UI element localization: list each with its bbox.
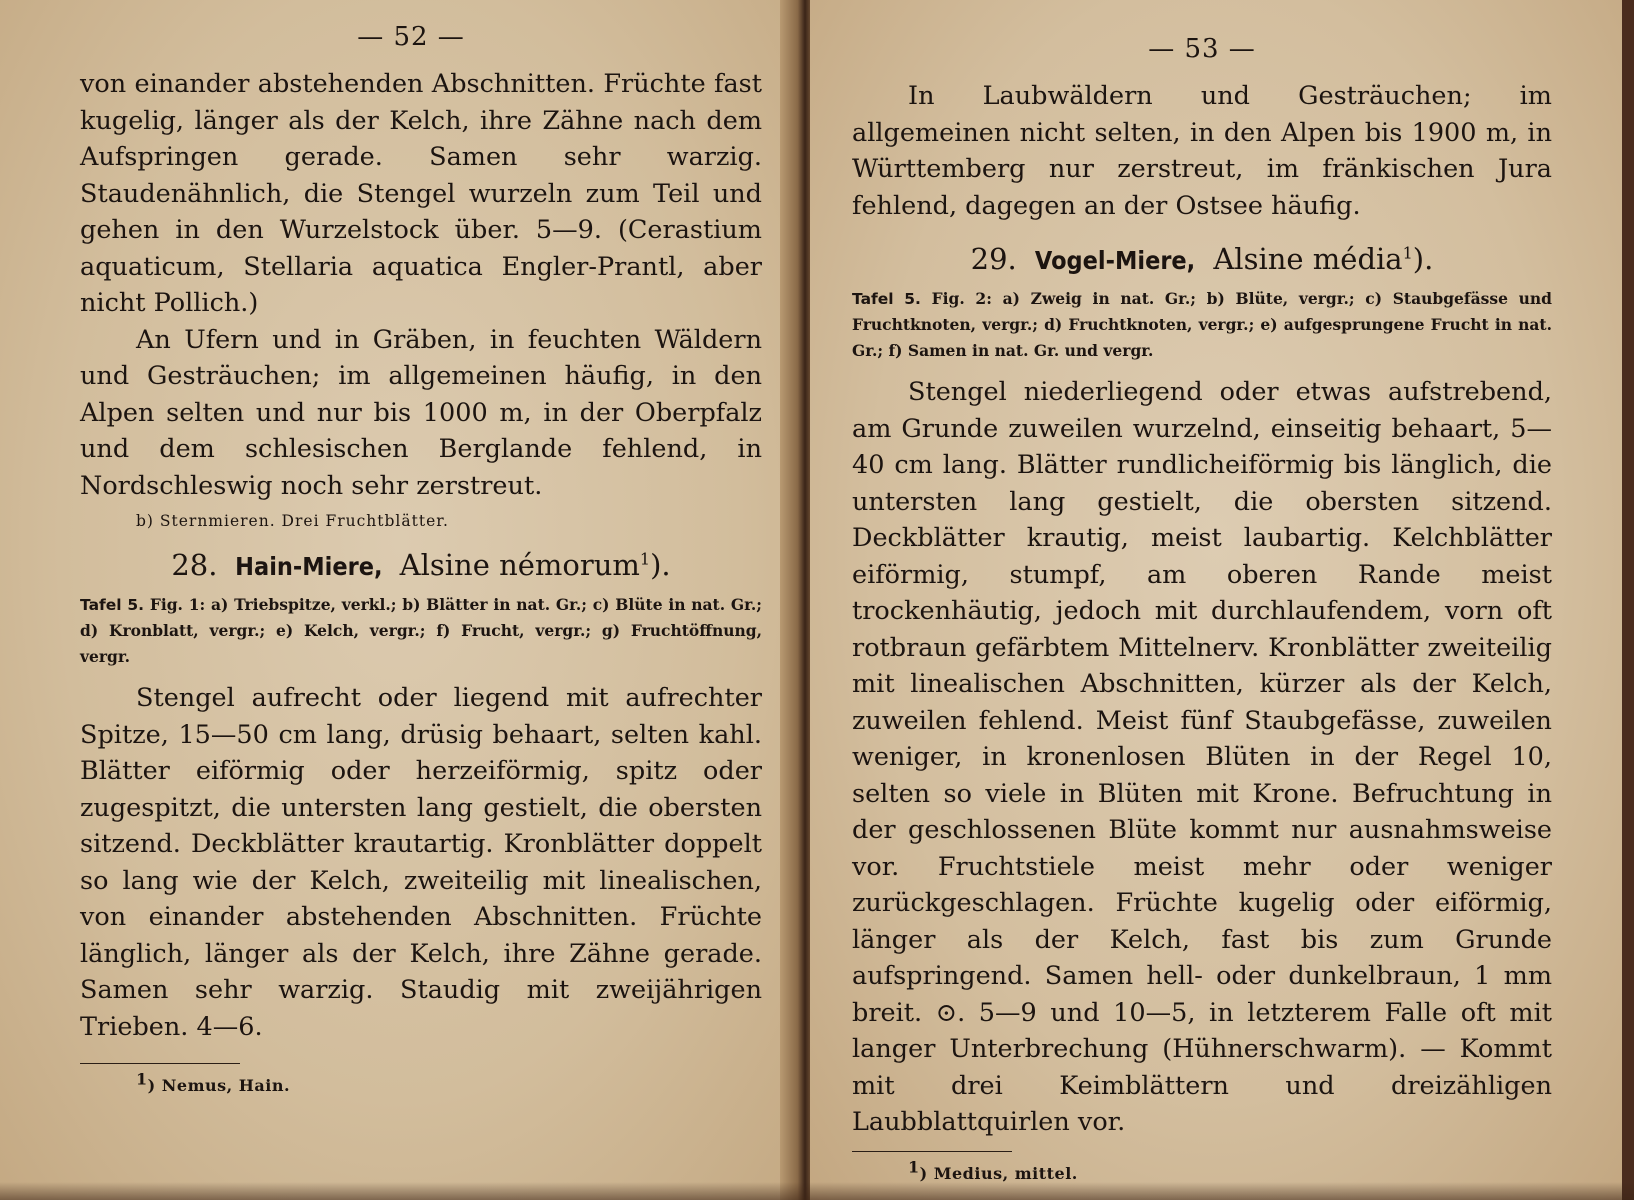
species-heading xyxy=(852,242,1552,276)
footnote-text: ) Medius, mittel. xyxy=(919,1163,1078,1183)
page-number: — 53 — xyxy=(1148,34,1256,64)
footnote-mark: 1 xyxy=(136,1069,148,1089)
figure-caption xyxy=(852,286,1552,364)
footnote-rule xyxy=(852,1151,1012,1152)
species-name: Vogel-Miere, xyxy=(1034,246,1196,275)
body-paragraph: An Ufern und in Gräben, in feuchten Wäldern und Gesträuchen; im allgemeinen häufig, in den Alpen selten und nur bis 1000 m, in der Oberpfalz und dem schlesischen Berglande fehlend, in Nordschleswig noch sehr zerstreut. xyxy=(80,324,762,501)
caption-plate: Tafel 5. xyxy=(80,596,145,614)
body-paragraph: Stengel niederliegend oder etwas aufstrebend, am Grunde zuweilen wurzelnd, einseitig behaart, 5—40 cm lang. Blätter rundlicheiförmig bis länglich, die untersten lang gestielt, die obersten sitzend. Deckblätter krautig, meist laubartig. Kelchblätter eiförmig, stumpf, am oberen Rande meist trockenhäutig, jedoch mit durchlaufendem, vorn oft rotbraun gefärbtem Mittelnerv. Kronblätter zweiteilig mit linealischen Abschnitten, kürzer als der Kelch, zuweilen fehlend. Meist fünf Staubgefässe, zuweilen weniger, in kronenlosen Blüten in der Regel 10, selten so viele in Blüten mit Krone. Befruchtung in der geschlossenen Blüte kommt nur ausnahmsweise vor. Fruchtstiele meist mehr oder weniger zurückgeschlagen. Früchte kugelig oder eiförmig, länger als der Kelch, fast bis zum Grunde aufspringend. Samen hell- oder dunkelbraun, 1 mm breit. ⊙. 5—9 und 10—5, in letzterem Falle oft mit langer Unterbrechung (Hühnerschwarm). — Kommt mit drei Keimblättern und dreizähligen Laubblattquirlen vor. xyxy=(852,377,1552,1137)
footnote-ref: 1 xyxy=(639,549,651,569)
body-paragraph: Stengel aufrecht oder liegend mit aufrechter Spitze, 15—50 cm lang, drüsig behaart, selten kahl. Blätter eiförmig oder herzeiförmig, spitz oder zugespitzt, die untersten lang gestielt, die obersten sitzend. Deckblätter krautartig. Kronblätter doppelt so lang wie der Kelch, zweiteilig mit linealischen, von einander abstehenden Abschnitten. Früchte länglich, länger als der Kelch, ihre Zähne gerade. Samen sehr warzig. Staudig mit zweijährigen Trieben. 4—6. xyxy=(80,683,762,1042)
caption-text: Fig. 2: a) Zweig in nat. Gr.; b) Blüte, vergr.; c) Staubgefässe und Fruchtknoten, vergr.; d) Fruchtknoten, vergr.; e) aufgesprungene Frucht in nat. Gr.; f) Samen in nat. Gr. und vergr. xyxy=(852,289,1552,360)
subsection-heading: b) Sternmieren. Drei Fruchtblätter. xyxy=(136,512,449,530)
right-page xyxy=(810,0,1622,1200)
footnote-mark: 1 xyxy=(908,1157,920,1177)
species-name: Hain-Miere, xyxy=(234,552,383,581)
species-heading-end: ). xyxy=(650,548,671,582)
species-number: 28. xyxy=(171,548,218,582)
caption-text: Fig. 1: a) Triebspitze, verkl.; b) Blätter in nat. Gr.; c) Blüte in nat. Gr.; d) Kronblatt, vergr.; e) Kelch, vergr.; f) Frucht, vergr.; g) Fruchtöffnung, vergr. xyxy=(80,595,762,666)
footnote-ref: 1 xyxy=(1402,243,1413,263)
species-latin: Alsine némorum xyxy=(399,548,640,582)
body-paragraph: von einander abstehenden Abschnitten. Früchte fast kugelig, länger als der Kelch, ihre Zähne nach dem Aufspringen gerade. Samen sehr warzig. Staudenähnlich, die Stengel wurzeln zum Teil und gehen in den Wurzelstock über. 5—9. (Cerastium aquaticum, Stellaria aquatica Engler-Prantl, aber nicht Pollich.) xyxy=(80,69,762,318)
left-page xyxy=(0,0,800,1200)
species-number: 29. xyxy=(970,242,1017,276)
caption-plate: Tafel 5. xyxy=(852,290,921,308)
footnote-rule xyxy=(80,1063,240,1064)
species-latin: Alsine média xyxy=(1213,242,1403,276)
footnote xyxy=(136,1069,762,1095)
page-number: — 52 — xyxy=(357,22,465,52)
footnote-text: ) Nemus, Hain. xyxy=(147,1076,291,1095)
footnote xyxy=(908,1157,1552,1183)
page-shadow xyxy=(0,1182,1634,1200)
figure-caption xyxy=(80,592,762,670)
species-heading xyxy=(80,548,762,582)
species-heading-end: ). xyxy=(1412,242,1434,276)
body-paragraph: In Laubwäldern und Gesträuchen; im allgemeinen nicht selten, in den Alpen bis 1900 m, in Württemberg nur zerstreut, im fränkischen Jura fehlend, dagegen an der Ostsee häufig. xyxy=(852,81,1552,221)
book-edge xyxy=(1622,0,1634,1200)
